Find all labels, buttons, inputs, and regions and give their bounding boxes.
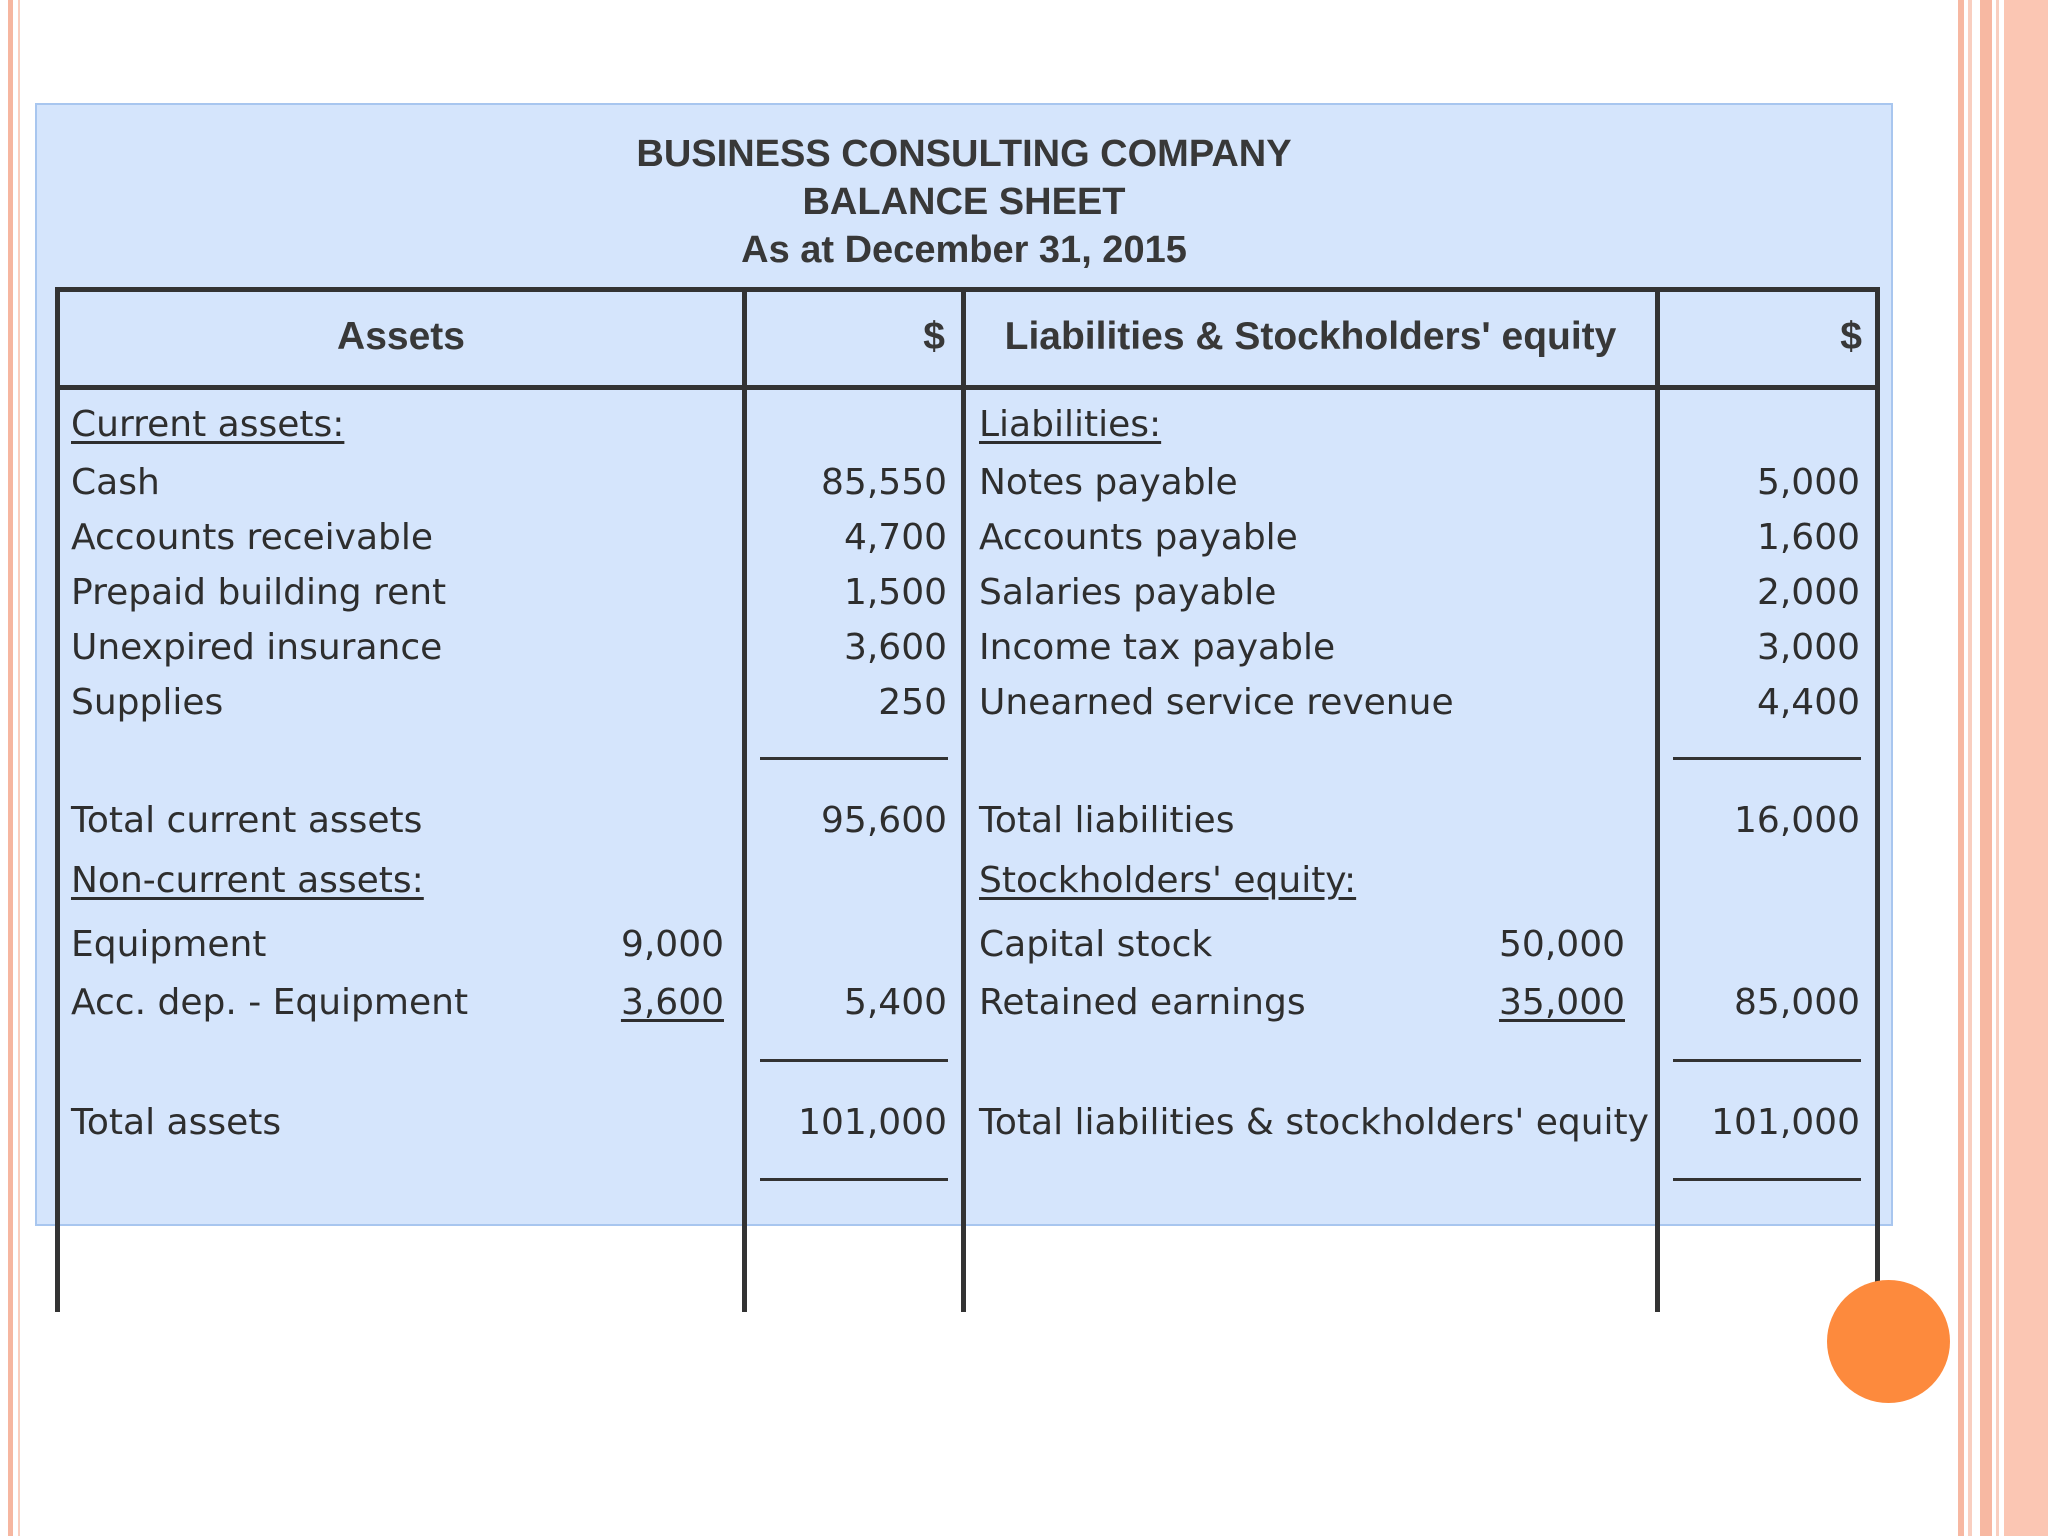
total-assets-amount: 101,000 (798, 1102, 947, 1143)
liability-amount-notes: 5,000 (1756, 462, 1860, 503)
liability-amount-accounts: 1,600 (1756, 517, 1860, 558)
liability-label-accounts: Accounts payable (979, 517, 1298, 558)
liability-label-notes: Notes payable (979, 462, 1238, 503)
capital-stock-amount: 50,000 (1499, 924, 1625, 965)
acc-dep-equipment-amount: 3,600 (620, 982, 724, 1023)
asset-label-supplies: Supplies (71, 682, 224, 723)
liabilities-column-header: Liabilities & Stockholders' equity (1004, 315, 1617, 358)
total-liabilities-label: Total liabilities (979, 800, 1235, 841)
liability-label-unearned: Unearned service revenue (979, 682, 1454, 723)
net-equipment-amount: 5,400 (843, 982, 947, 1023)
asset-amount-prepaid-rent: 1,500 (843, 572, 947, 613)
assets-column-header: Assets (337, 315, 465, 358)
liability-amount-salaries: 2,000 (1756, 572, 1860, 613)
liability-amount-income-tax: 3,000 (1756, 627, 1860, 668)
retained-earnings-amount: 35,000 (1499, 982, 1625, 1023)
table-top-border (55, 287, 1879, 292)
asset-amount-insurance: 3,600 (843, 627, 947, 668)
capital-stock-label: Capital stock (979, 924, 1213, 965)
table-left-border (55, 287, 60, 1312)
right-border-panel (2004, 0, 2048, 1536)
asset-amount-receivable: 4,700 (843, 517, 947, 558)
asset-amount-cash: 85,550 (821, 462, 947, 503)
retained-earnings-label: Retained earnings (979, 982, 1306, 1023)
liabilities-double-rule (1673, 1178, 1861, 1181)
right-border-stripe-1 (1958, 0, 1964, 1536)
left-border-stripe-thin (18, 0, 20, 1536)
liabilities-amount-divider (1655, 287, 1660, 1312)
liability-label-salaries: Salaries payable (979, 572, 1277, 613)
left-border-stripe (8, 0, 13, 1536)
total-liabilities-equity-amount: 101,000 (1711, 1102, 1860, 1143)
asset-label-prepaid-rent: Prepaid building rent (71, 572, 447, 613)
assets-amount-divider (742, 287, 747, 1312)
asset-label-insurance: Unexpired insurance (71, 627, 443, 668)
liabilities-total-rule (1673, 1059, 1861, 1062)
total-current-assets-label: Total current assets (71, 800, 423, 841)
center-divider (961, 287, 966, 1312)
assets-currency-header: $ (923, 315, 945, 358)
table-header-divider (55, 385, 1879, 390)
assets-total-rule (760, 1059, 948, 1062)
report-title: BALANCE SHEET (802, 181, 1126, 223)
stockholders-equity-heading: Stockholders' equity: (979, 860, 1357, 901)
asset-amount-supplies: 250 (878, 682, 947, 723)
company-name: BUSINESS CONSULTING COMPANY (636, 133, 1292, 175)
total-liabilities-amount: 16,000 (1734, 800, 1860, 841)
equipment-amount: 9,000 (620, 924, 724, 965)
total-current-assets-amount: 95,600 (821, 800, 947, 841)
total-equity-amount: 85,000 (1734, 982, 1860, 1023)
asset-label-cash: Cash (71, 462, 160, 503)
right-border-stripe-3 (1980, 0, 1992, 1536)
liabilities-currency-header: $ (1840, 315, 1862, 358)
right-border-stripe-2 (1968, 0, 1972, 1536)
right-border-stripe-4 (1996, 0, 1999, 1536)
current-assets-heading: Current assets: (71, 404, 345, 445)
report-date: As at December 31, 2015 (741, 229, 1187, 271)
noncurrent-assets-heading: Non-current assets: (71, 860, 424, 901)
asset-label-receivable: Accounts receivable (71, 517, 434, 558)
acc-dep-equipment-label: Acc. dep. - Equipment (71, 982, 469, 1023)
liability-amount-unearned: 4,400 (1756, 682, 1860, 723)
assets-double-rule (760, 1178, 948, 1181)
total-liabilities-equity-label: Total liabilities & stockholders' equity (979, 1102, 1649, 1143)
liability-label-income-tax: Income tax payable (979, 627, 1336, 668)
total-assets-label: Total assets (71, 1102, 282, 1143)
assets-subtotal-rule (760, 757, 948, 760)
liabilities-subtotal-rule (1673, 757, 1861, 760)
equipment-label: Equipment (71, 924, 267, 965)
balance-sheet (35, 103, 1893, 1226)
orange-circle-decoration (1827, 1280, 1950, 1403)
table-right-border (1875, 287, 1880, 1312)
liabilities-heading: Liabilities: (979, 404, 1162, 445)
